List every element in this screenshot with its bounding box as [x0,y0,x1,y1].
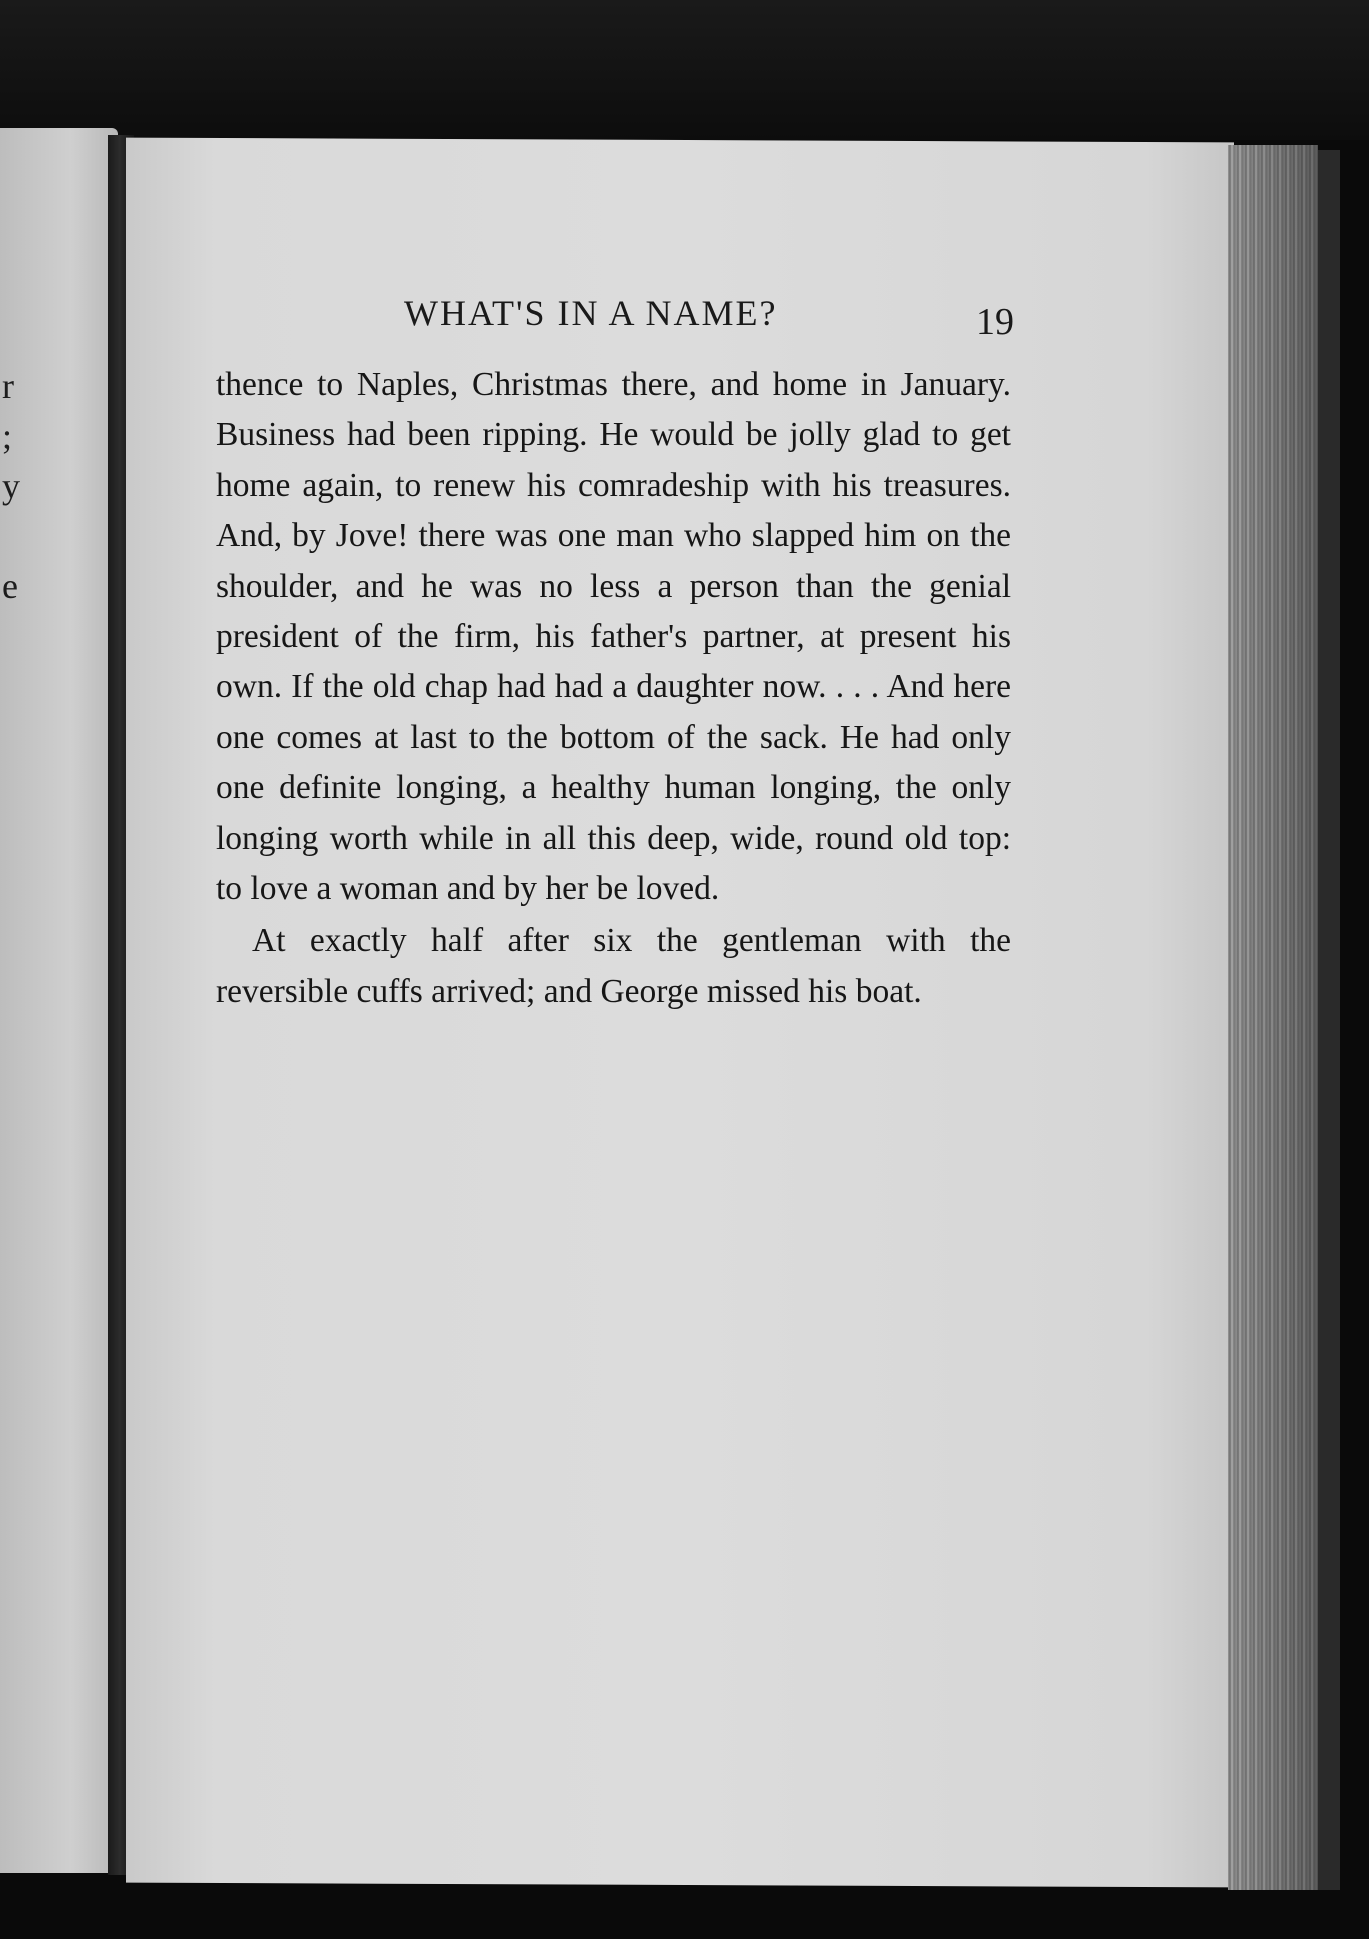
facing-page-fragment: r [2,366,14,406]
page-edges-shadow [1228,145,1318,1890]
paragraph: At exactly half after six the gentleman with the reversible cuffs arrived; and George missed his boat. [216,922,1011,1010]
paragraph: thence to Naples, Christmas there, and home in January. Business had been ripping. He would be jolly glad to get home again, to renew his comradeship with his treasures. And, by Jove! there was one man who slapped him on the shoulder, and he was no less a person than the genial president of the firm, his father's partner, at present his own. If the old chap had had a daughter now. . . . And here one comes at last to the bottom of the sack. He had only one definite longing, a healthy human longing, the only longing worth while in all this deep, wide, round old top: to love a woman and by her be loved. [216,366,1011,908]
page-number: 19 [976,301,1014,343]
page-body [216,360,1011,1017]
facing-page-fragment: e [2,566,18,606]
facing-page-fragment: ; [2,416,13,456]
book-cover-edge [1318,150,1340,1890]
facing-page-fragment: y [2,466,20,506]
facing-page [0,128,118,1873]
scan-background [0,0,1369,140]
running-header: WHAT'S IN A NAME? [404,293,778,333]
